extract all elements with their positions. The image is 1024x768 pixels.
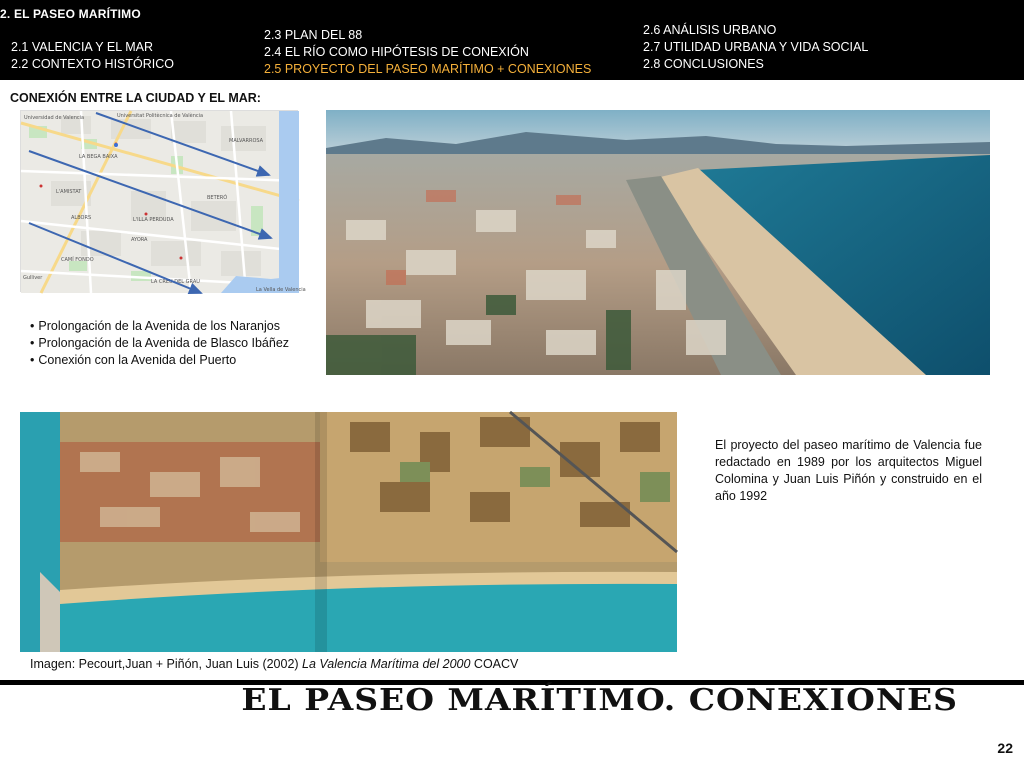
nav-column-3 xyxy=(643,22,868,73)
aerial-photo-graphic xyxy=(326,110,990,375)
nav-item[interactable]: 2.7 UTILIDAD URBANA Y VIDA SOCIAL xyxy=(643,40,869,54)
list-item: • Prolongación de la Avenida de los Naranjos xyxy=(30,318,289,335)
map-label: ALBORS xyxy=(71,215,92,221)
map-label: Universitat Politècnica de València xyxy=(117,113,204,119)
project-description: El proyecto del paseo marítimo de Valencia fue redactado en 1989 por los arquitectos Miguel Colomina y Juan Luis Piñón y construido en el año 1992 xyxy=(715,438,982,503)
map-label: BETERÓ xyxy=(207,195,228,201)
map-label: L'ILLA PERDUDA xyxy=(133,217,174,223)
caption-book-title: La Valencia Marítima del 2000 xyxy=(302,657,471,671)
satellite-photo xyxy=(20,412,677,652)
map-graphic xyxy=(21,111,306,293)
map-label: CAMÍ FONDO xyxy=(61,257,94,263)
page-number: 22 xyxy=(997,740,1013,756)
map-label: LA BEGA BAIXA xyxy=(79,154,118,160)
nav-item[interactable]: 2.6 ANÁLISIS URBANO xyxy=(643,23,777,37)
map-label: Gulliver xyxy=(23,275,43,281)
nav-item[interactable]: 2.4 EL RÍO COMO HIPÓTESIS DE CONEXIÓN xyxy=(264,45,529,59)
caption-prefix: Imagen: Pecourt,Juan + Piñón, Juan Luis (2002) xyxy=(30,657,303,671)
nav-item[interactable]: 2.2 CONTEXTO HISTÓRICO xyxy=(11,57,174,71)
nav-column-1 xyxy=(11,39,174,73)
section-title: 2. EL PASEO MARÍTIMO xyxy=(0,7,141,21)
page-title: EL PASEO MARÍTIMO. CONEXIONES xyxy=(241,682,958,718)
map-label: La Vella de Valencia xyxy=(256,287,306,293)
map-label: Universidad de Valencia xyxy=(24,115,85,121)
nav-item[interactable]: 2.3 PLAN DEL 88 xyxy=(264,28,363,42)
nav-item-active[interactable]: 2.5 PROYECTO DEL PASEO MARÍTIMO + CONEXIONES xyxy=(264,62,592,76)
list-item: • Conexión con la Avenida del Puerto xyxy=(30,352,289,369)
map-label: MALVARROSA xyxy=(229,138,264,144)
connection-heading: CONEXIÓN ENTRE LA CIUDAD Y EL MAR: xyxy=(10,91,261,105)
street-map xyxy=(20,110,306,293)
map-label: LA CREU DEL GRAU xyxy=(151,279,200,285)
aerial-coast-photo xyxy=(326,110,990,375)
connection-list xyxy=(30,318,289,369)
header-bar xyxy=(0,0,1024,80)
nav-item[interactable]: 2.1 VALENCIA Y EL MAR xyxy=(11,40,153,54)
map-label: AYORA xyxy=(131,237,148,243)
caption-suffix: COACV xyxy=(470,657,519,671)
nav-item[interactable]: 2.8 CONCLUSIONES xyxy=(643,57,764,71)
nav-column-2 xyxy=(264,27,591,78)
satellite-photo-graphic xyxy=(20,412,677,652)
list-item: • Prolongación de la Avenida de Blasco Ibáñez xyxy=(30,335,289,352)
map-label: L'AMISTAT xyxy=(56,189,82,195)
image-caption xyxy=(30,657,518,671)
